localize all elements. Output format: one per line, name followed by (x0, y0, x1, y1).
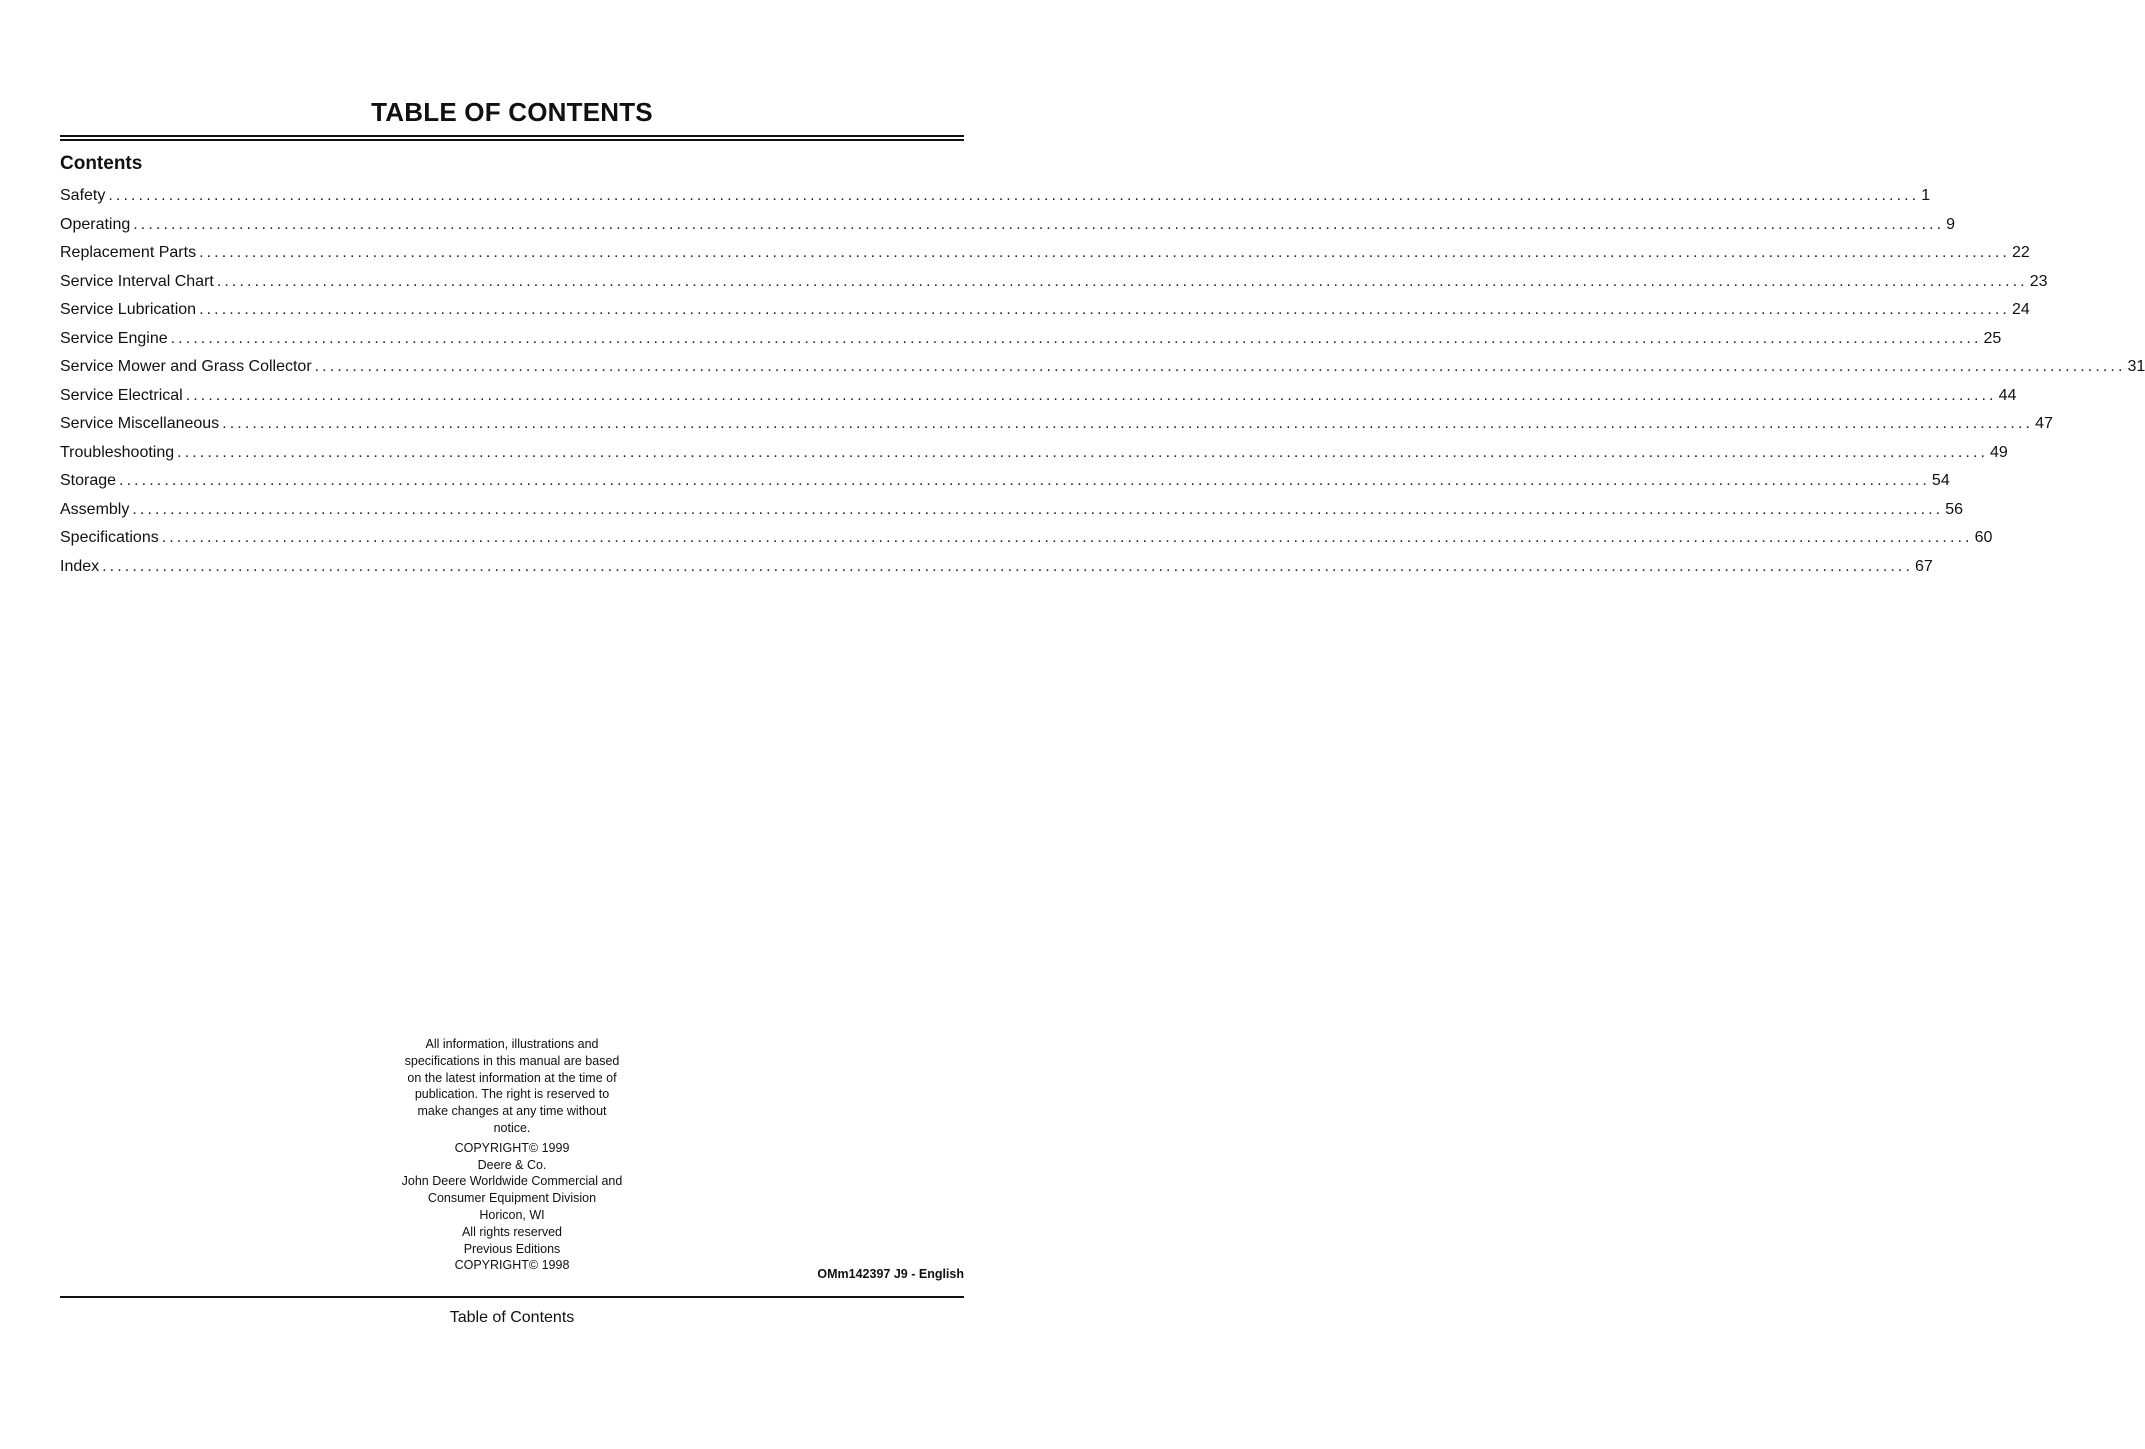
dot-leader: ................................................................................................................................................................................................................................................ (170, 329, 1982, 347)
dot-leader: ................................................................................................................................................................................................................................................ (108, 187, 1920, 204)
dot-leader: ................................................................................................................................................................................................................................................ (199, 301, 2010, 318)
notice-line: publication. The right is reserved to (414, 1087, 610, 1102)
toc-entry-label: Operating (60, 215, 131, 233)
toc-entry-label: Service Miscellaneous (60, 415, 220, 432)
toc-entry-label: Storage (60, 472, 117, 489)
notice-line: make changes at any time without (417, 1104, 607, 1119)
toc-entry-safety[interactable] (60, 182, 1931, 211)
toc-entry-page: 60 (1974, 529, 1993, 546)
toc-entry-assembly[interactable] (60, 496, 1964, 525)
toc-entry-page: 44 (1998, 386, 2017, 404)
dot-leader: ................................................................................................................................................................................................................................................ (222, 415, 2034, 432)
toc-entry-label: Assembly (60, 500, 130, 518)
copyright-line: Previous Editions (463, 1241, 561, 1256)
dot-leader: ................................................................................................................................................................................................................................................ (102, 557, 1914, 575)
toc-entry-label: Safety (60, 187, 106, 204)
copyright-line: Consumer Equipment Division (427, 1191, 597, 1206)
toc-entry-page: 47 (2035, 415, 2053, 432)
toc-entry-label: Replacement Parts (60, 244, 197, 261)
toc-entry-page: 54 (1931, 472, 1950, 489)
dot-leader: ................................................................................................................................................................................................................................................ (185, 386, 1997, 404)
dot-leader: ................................................................................................................................................................................................................................................ (314, 358, 2126, 375)
toc-entry-page: 9 (1946, 215, 1956, 233)
toc-entry-label: Service Engine (60, 329, 168, 347)
dot-leader: ................................................................................................................................................................................................................................................ (177, 443, 1989, 461)
copyright-line: COPYRIGHT© 1998 (454, 1258, 570, 1273)
toc-entry-page: 31 (2127, 358, 2145, 375)
copyright-line: Horicon, WI (479, 1207, 545, 1222)
notice-paragraph (382, 1036, 642, 1137)
legal-notice (382, 1036, 642, 1277)
toc-entry-operating[interactable] (60, 211, 1956, 240)
copyright-line: All rights reserved (461, 1224, 563, 1239)
toc-entry-service-electrical[interactable] (60, 382, 2017, 411)
notice-line: notice. (493, 1120, 531, 1135)
toc-entry-label: Service Lubrication (60, 301, 197, 318)
contents-heading: Contents (60, 153, 143, 174)
toc-entry-label: Troubleshooting (60, 443, 175, 461)
title-rule-double (60, 139, 964, 141)
footer-title: Table of Contents (449, 1309, 575, 1326)
toc-entry-label: Specifications (60, 529, 159, 546)
toc-entry-service-lubrication[interactable] (60, 296, 2030, 325)
toc-entry-page: 23 (2029, 272, 2048, 290)
dot-leader: ................................................................................................................................................................................................................................................ (216, 272, 2028, 290)
title-rule (60, 135, 964, 137)
toc-entry-specifications[interactable] (60, 524, 1993, 553)
toc-entry-page: 67 (1915, 557, 1933, 575)
copyright-line: Deere & Co. (477, 1157, 547, 1172)
toc-entry-label: Service Mower and Grass Collector (60, 358, 312, 375)
dot-leader: ................................................................................................................................................................................................................................................ (161, 529, 1973, 546)
copyright-line: John Deere Worldwide Commercial and (401, 1174, 623, 1189)
page-title: TABLE OF CONTENTS (371, 97, 653, 127)
toc-entry-page: 24 (2011, 301, 2030, 318)
toc-entry-index[interactable] (60, 553, 1933, 582)
toc-entry-page: 25 (1983, 329, 2002, 347)
toc-entry-storage[interactable] (60, 467, 1950, 496)
toc-entry-service-miscellaneous[interactable] (60, 410, 2053, 439)
toc-entry-page: 56 (1945, 500, 1964, 518)
toc-entry-troubleshooting[interactable] (60, 439, 2008, 468)
toc-entry-service-engine[interactable] (60, 325, 2002, 354)
toc-entry-replacement-parts[interactable] (60, 239, 2030, 268)
dot-leader: ................................................................................................................................................................................................................................................ (133, 215, 1945, 233)
copyright-line: COPYRIGHT© 1999 (454, 1140, 570, 1155)
dot-leader: ................................................................................................................................................................................................................................................ (132, 500, 1944, 518)
copyright-block (382, 1140, 642, 1274)
footer-rule (60, 1296, 964, 1298)
toc-entry-service-mower[interactable] (60, 353, 2145, 382)
dot-leader: ................................................................................................................................................................................................................................................ (119, 472, 1930, 489)
toc-entry-label: Index (60, 557, 100, 575)
toc-list (60, 182, 2145, 581)
toc-entry-page: 49 (1990, 443, 2008, 461)
notice-line: on the latest information at the time of (407, 1070, 617, 1085)
toc-entry-label: Service Interval Chart (60, 272, 214, 290)
toc-entry-label: Service Electrical (60, 386, 183, 404)
notice-line: All information, illustrations and (425, 1037, 599, 1051)
notice-line: specifications in this manual are based (404, 1053, 620, 1068)
toc-entry-page: 22 (2011, 244, 2030, 261)
toc-entry-page: 1 (1921, 187, 1931, 204)
toc-entry-service-interval-chart[interactable] (60, 268, 2048, 297)
dot-leader: ................................................................................................................................................................................................................................................ (199, 244, 2010, 261)
document-code: OMm142397 J9 - English (817, 1267, 964, 1281)
